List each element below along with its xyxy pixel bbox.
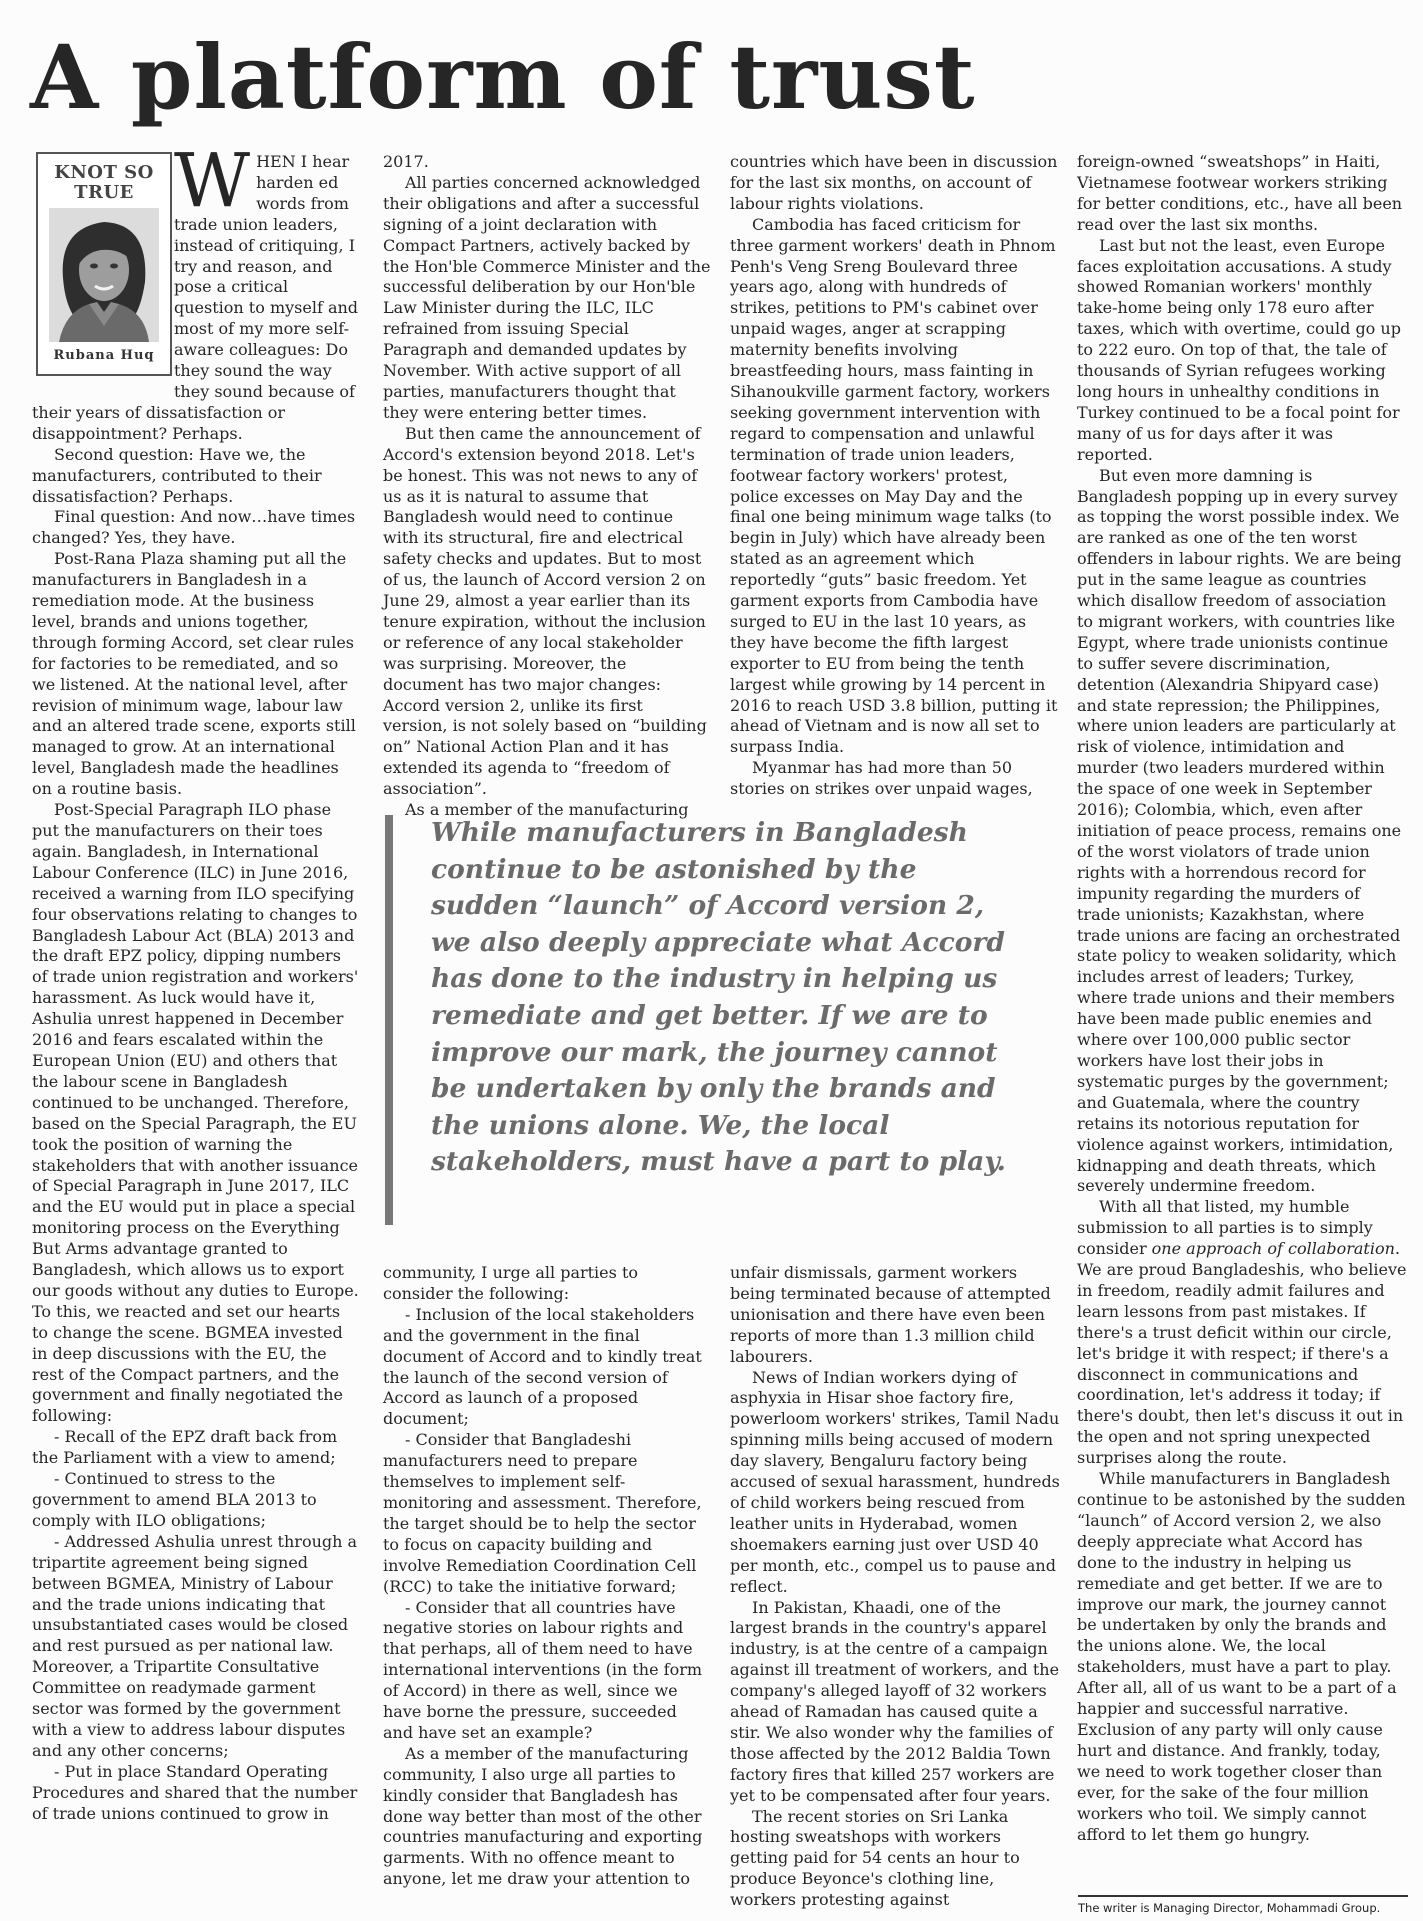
intro-text: HEN I hear harden ed words from trade union leaders, instead of critiquing, I try and reason, and pose a critical question to myself and most of my more self-aware colleagues: Do they sound the way they sound because of their years of dissatisfaction or disappointment? Perhaps. — [32, 152, 359, 443]
article-column-1 — [32, 138, 360, 1825]
paragraph: 2017. — [383, 152, 429, 171]
paragraph — [1077, 1197, 1407, 1469]
paragraph: All parties concerned acknowledged their obligations and after a successful signing of a joint declaration with Compact Partners, actively backed by the Hon'ble Commerce Minister and the successful deliberation by our Hon'ble Law Minister during the ILC, ILC refrained from issuing Special Paragraph and demanded updates by November. With active support of all parties, manufacturers thought that they were entering better times. — [383, 172, 711, 422]
article-column-3-top — [730, 152, 1060, 800]
drop-cap: W — [174, 138, 251, 224]
list-item: - Recall of the EPZ draft back from the Parliament with a view to amend; — [32, 1427, 338, 1468]
paragraph: But even more damning is Bangladesh popping up in every survey as topping the worst possible index. We are ranked as one of the ten worst offenders in labour rights. We are being put in the same league as countries which disallow freedom of association to migrant workers, with countries like Egypt, where trade unionists continue to suffer severe discrimination, detention (Alexandria Shipyard case) and state repression; the Philippines, where union leaders are particularly at risk of violence, intimidation and murder (two leaders murdered within the space of one week in September 2016); Colombia, which, even after initiation of peace process, remains one of the worst violators of trade union rights with a horrendous record for impunity regarding the murders of trade unionists; Kazakhstan, where trade unions are facing an orchestrated state policy to weaken solidarity, which includes arrest of leaders; Turkey, where trade unions and their members have been made public enemies and where over 100,000 public sector workers have lost their jobs in systematic purges by the government; and Guatemala, where the country retains its notorious reputation for violence against workers, intimidation, kidnapping and death threats, which severely undermine freedom. — [1077, 465, 1402, 1196]
byline-spacer — [32, 152, 174, 382]
paragraph-text: With all that listed, my humble submission to all parties is to simply consider — [1077, 1197, 1373, 1259]
paragraph: Final question: And now…have times changed? Yes, they have. — [32, 507, 356, 548]
paragraph: Last but not the least, even Europe faces exploitation accusations. A study showed Romanian workers' monthly take-home being only 178 euro after taxes, which with overtime, could go up to 222 euro. On top of that, the tale of thousands of Syrian refugees working long hours in unhealthy conditions in Turkey continued to be a focal point for many of us for days after it was reported. — [1077, 235, 1401, 464]
paragraph: As a member of the manufacturing — [405, 800, 689, 820]
paragraph: But then came the announcement of Accord's extension beyond 2018. Let's be honest. This was not news to any of us as it is natural to assume that Bangladesh would need to continue with its structural, fire and electrical safety checks and updates. But to most of us, the launch of Accord version 2 on June 29, almost a year earlier than its tenure expiration, without the inclusion or reference of any local stakeholder was surprising. Moreover, the document has two major changes: Accord version 2, unlike its first version, is not solely based on “building on” National Action Plan and it has extended its agenda to “freedom of association”. — [383, 423, 707, 799]
list-item: - Continued to stress to the government to amend BLA 2013 to comply with ILO obligations; — [32, 1469, 317, 1530]
paragraph: Cambodia has faced criticism for three garment workers' death in Phnom Penh's Veng Sreng Boulevard three years ago, along with hundreds of strikes, petitions to PM's cabinet over unpaid wages, anger at scrapping maternity benefits involving breastfeeding hours, mass fainting in Sihanoukville garment factory, workers seeking government intervention with regard to compensation and unlawful termination of trade union leaders, footwear factory workers' protest, police excesses on May Day and the final one being minimum wage talks (to begin in July) which have already been stated as an agreement which reportedly “guts” basic freedom. Yet garment exports from Cambodia have surged to EU in the last 10 years, as they have become the fifth largest exporter to EU from being the tenth largest while growing by 14 percent in 2016 to reach USD 3.8 billion, putting it ahead of Vietnam and is now all set to surpass India. — [730, 214, 1058, 757]
pull-quote-bar — [385, 815, 393, 1225]
list-item: - Consider that all countries have negative stories on labour rights and that perhaps, all of them need to have international interventions (in the form of Accord) in there as well, since we have borne the pressure, succeeded and have set an example? — [383, 1597, 703, 1742]
paragraph: News of Indian workers dying of asphyxia in Hisar shoe factory fire, powerloom workers' strikes, Tamil Nadu spinning mills being accused of modern day slavery, Bengaluru factory being accused of sexual harassment, hundreds of child workers being rescued from leather units in Hyderabad, women shoemakers earning just over USD 40 per month, etc., compel us to pause and reflect. — [730, 1367, 1060, 1596]
column-label-sub: TRUE — [74, 182, 134, 203]
author-footnote: The writer is Managing Director, Mohammadi Group. — [1078, 1901, 1381, 1915]
paragraph: community, I urge all parties to consider the following: — [383, 1263, 638, 1303]
list-item: - Addressed Ashulia unrest through a tripartite agreement being signed between BGMEA, Ministry of Labour and the trade unions indicating that unsubstantiated cases would be closed and rest pursued as per national law. Moreover, a Tripartite Consultative Committee on readymade garment sector was formed by the government with a view to address labour disputes and any other concerns; — [32, 1531, 358, 1760]
paragraph: Second question: Have we, the manufacturers, contributed to their dissatisfaction? Perhaps. — [32, 444, 322, 506]
pull-quote-text: While manufacturers in Bangladesh continue to be astonished by the sudden “launch” of Accord version 2, we also deeply appreciate what Accord has done to the industry in helping us remediate and get better. If we are to improve our mark, the journey cannot be undertaken by only the brands and the unions alone. We, the local stakeholders, must have a part to play. — [431, 817, 1006, 1178]
paragraph: The recent stories on Sri Lanka hosting sweatshops with workers getting paid for 54 cents an hour to produce Beyonce's clothing line, workers protesting against — [730, 1806, 1020, 1910]
paragraph: In Pakistan, Khaadi, one of the largest brands in the country's apparel industry, is at the centre of a campaign against ill treatment of workers, and the company's alleged layoff of 32 workers ahead of Ramadan has caused quite a stir. We also wonder why the families of those affected by the 2012 Baldia Town factory fires that killed 257 workers are yet to be compensated after four years. — [730, 1597, 1060, 1805]
paragraph: unfair dismissals, garment workers being terminated because of attempted unionisation and there have even been reports of more than 1.3 million child labourers. — [730, 1263, 1051, 1366]
article-column-2-top — [383, 152, 711, 821]
article-column-2-bottom — [383, 1263, 711, 1890]
paragraph: countries which have been in discussion for the last six months, on account of labour rights violations. — [730, 152, 1058, 213]
footer-divider — [1078, 1895, 1408, 1897]
paragraph: Myanmar has had more than 50 stories on strikes over unpaid wages, — [730, 758, 1033, 799]
paragraph: While manufacturers in Bangladesh continue to be astonished by the sudden “launch” of Accord version 2, we also deeply appreciate what Accord has done to the industry in helping us remediate and get better. If we are to improve our mark, the journey cannot be undertaken by only the brands and the unions alone. We, the local stakeholders, must have a part to play. After all, all of us want to be a part of a happier and successful narrative. Exclusion of any party will only cause hurt and distance. And frankly, today, we need to work together closer than ever, for the sake of the four million workers who toil. We simply cannot afford to let them go hungry. — [1077, 1469, 1406, 1844]
list-item: - Inclusion of the local stakeholders and the government in the final document of Accord and to kindly treat the launch of the second version of Accord as launch of a proposed document; — [383, 1304, 702, 1429]
headline: A platform of trust — [30, 25, 976, 129]
article-column-3-bottom — [730, 1263, 1060, 1911]
paragraph: foreign-owned “sweatshops” in Haiti, Vietnamese footwear workers striking for better conditions, etc., have all been read over the last six months. — [1077, 152, 1403, 234]
article-column-4 — [1077, 152, 1407, 1845]
column-label: KNOT SO — [54, 162, 154, 183]
list-item: - Consider that Bangladeshi manufacturers need to prepare themselves to implement self-monitoring and assessment. Therefore, the target should be to help the sector to focus on capacity building and involve Remediation Coordination Cell (RCC) to take the initiative forward; — [383, 1430, 702, 1596]
paragraph: Post-Special Paragraph ILO phase put the manufacturers on their toes again. Bangladesh, in International Labour Conference (ILC) in June 2016, received a warning from ILO specifying four observations relating to changes to Bangladesh Labour Act (BLA) 2013 and the draft EPZ policy, dipping numbers of trade union registration and workers' harassment. As luck would have it, Ashulia unrest happened in December 2016 and fears escalated within the European Union (EU) and others that the labour scene in Bangladesh continued to be unchanged. Therefore, based on the Special Paragraph, the EU took the position of warning the stakeholders that with another issuance of Special Paragraph in June 2017, ILC and the EU would put in place a special monitoring process on the Everything But Arms advantage granted to Bangladesh, which allows us to export our goods without any duties to Europe. To this, we reacted and set our hearts to change the scene. BGMEA invested in deep discussions with the EU, the rest of the Compact partners, and the government and finally negotiated the following: — [32, 800, 359, 1426]
emphasis-text: one approach of collaboration — [1151, 1239, 1395, 1259]
paragraph: As a member of the manufacturing community, I also urge all parties to kindly consider that Bangladesh has done way better than most of the other countries manufacturing and exporting garments. With no offence meant to anyone, let me draw your attention to — [383, 1743, 703, 1889]
paragraph-text: . We are proud Bangladeshis, who believe in freedom, readily admit failures and learn lessons from past mistakes. If there's a trust deficit within our circle, let's bridge it with respect; if there's a disconnect in communications and coordination, let's address it today; if there's doubt, then let's discuss it out in the open and not spring unexpected surprises along the route. — [1077, 1239, 1407, 1468]
paragraph: Post-Rana Plaza shaming put all the manufacturers in Bangladesh in a remediation mode. At the business level, brands and unions together, through forming Accord, set clear rules for factories to be remediated, and so we listened. At the national level, after revision of minimum wage, labour law and an altered trade scene, exports still managed to grow. At an international level, Bangladesh made the headlines on a routine basis. — [32, 549, 356, 799]
author-name: Rubana Huq — [53, 348, 155, 363]
list-item: - Put in place Standard Operating Procedures and shared that the number of trade unions continued to grow in — [32, 1761, 358, 1823]
